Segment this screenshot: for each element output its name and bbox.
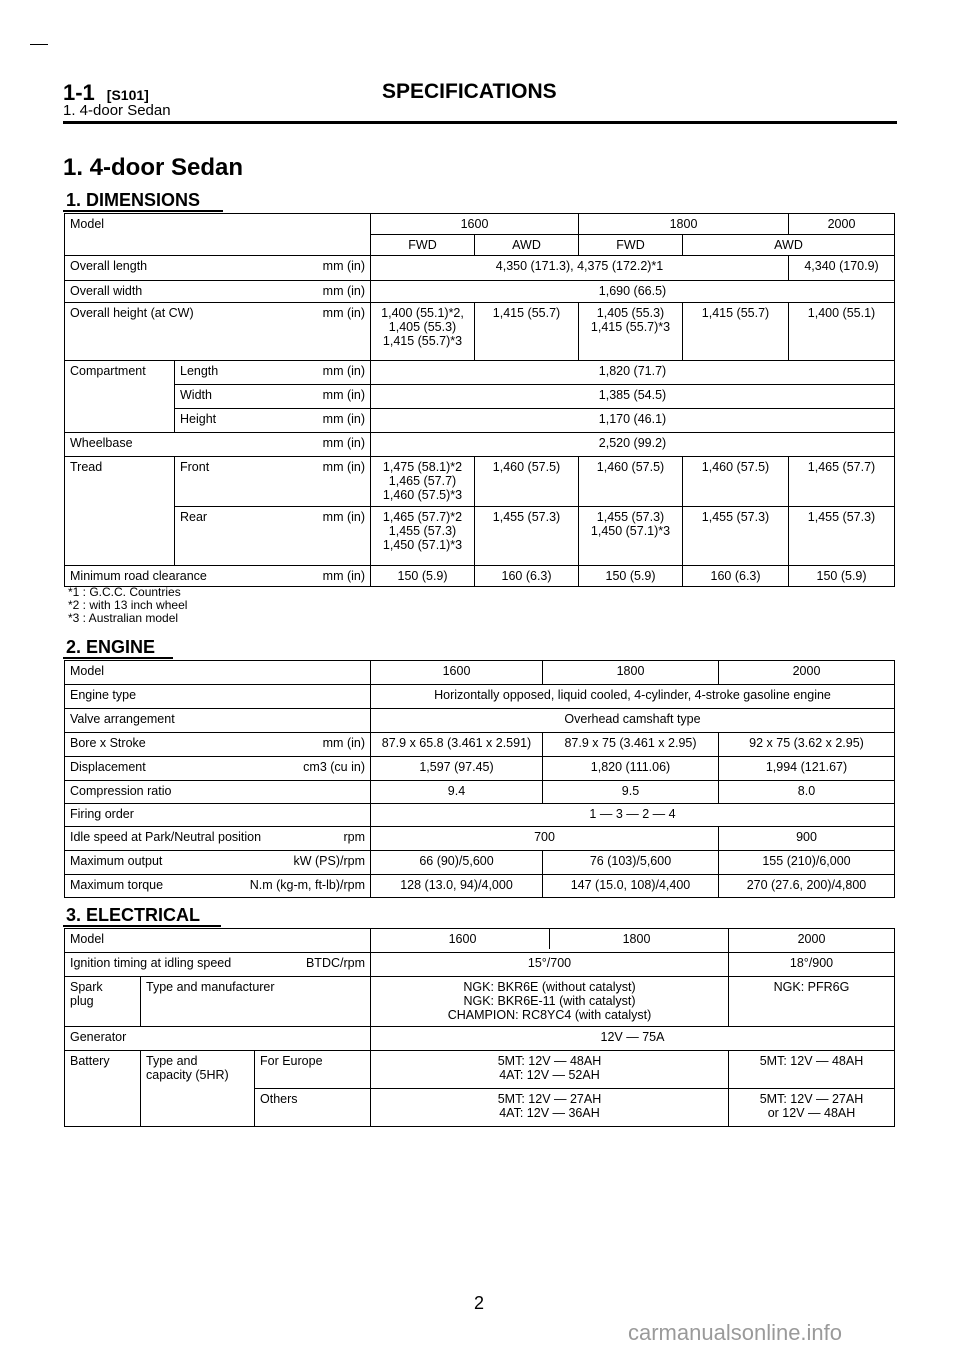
watermark: carmanualsonline.info	[628, 1320, 843, 1345]
elec-model-2000: 2000	[729, 929, 895, 953]
dimensions-heading: 1. DIMENSIONS	[66, 190, 201, 210]
compression-1800: 9.5	[543, 781, 719, 804]
eng-model-1800: 1800	[543, 661, 719, 685]
footnote-1: *1 : G.C.C. Countries	[68, 585, 181, 599]
overall-height-2: 1,415 (55.7)	[475, 303, 579, 361]
eng-model-label: Model	[65, 661, 371, 685]
footnote-2: *2 : with 13 inch wheel	[68, 598, 188, 612]
firing-order-label: Firing order	[65, 804, 371, 827]
displacement-1800: 1,820 (111.06)	[543, 757, 719, 781]
road-clearance-4: 160 (6.3)	[683, 566, 789, 587]
overall-height-4: 1,415 (55.7)	[683, 303, 789, 361]
generator-value: 12V — 75A	[371, 1027, 895, 1051]
spark-plug-2000: NGK: PFR6G	[729, 977, 895, 1027]
idle-speed-2000: 900	[719, 827, 895, 851]
tread-rear-3: 1,455 (57.3) 1,450 (57.1)*3	[579, 507, 683, 566]
eng-model-1600: 1600	[371, 661, 543, 685]
bore-stroke-1800: 87.9 x 75 (3.461 x 2.95)	[543, 733, 719, 757]
section-subtitle: 1. 4-door Sedan	[63, 102, 171, 119]
tread-rear-5: 1,455 (57.3)	[789, 507, 895, 566]
battery-europe-2000: 5MT: 12V — 48AH	[729, 1051, 895, 1089]
tread-front-1: 1,475 (58.1)*2 1,465 (57.7) 1,460 (57.5)*3	[371, 457, 475, 507]
dimension-footnotes	[68, 586, 187, 625]
engine-heading: 2. ENGINE	[66, 637, 156, 657]
spark-plug-value: NGK: BKR6E (without catalyst) NGK: BKR6E-11 (with catalyst) CHAMPION: RC8YC4 (with catalyst)	[371, 977, 729, 1027]
battery-others-2000: 5MT: 12V — 27AH or 12V — 48AH	[729, 1089, 895, 1127]
footnote-3: *3 : Australian model	[68, 611, 179, 625]
compartment-length-value: 1,820 (71.7)	[371, 361, 895, 385]
generator-label: Generator	[65, 1027, 371, 1051]
displacement-label: Displacement cm3 (cu in)	[65, 757, 371, 781]
wheelbase-label: Wheelbase mm (in)	[65, 433, 371, 457]
section-title: SPECIFICATIONS	[382, 80, 557, 103]
overall-length-label: Overall length mm (in)	[65, 256, 371, 281]
header-rule	[63, 121, 897, 124]
wheelbase-value: 2,520 (99.2)	[371, 433, 895, 457]
valve-label: Valve arrangement	[65, 709, 371, 733]
valve-value: Overhead camshaft type	[371, 709, 895, 733]
battery-others-value: 5MT: 12V — 27AH 4AT: 12V — 36AH	[371, 1089, 729, 1127]
elec-model-1800: 1800	[549, 929, 723, 949]
tread-rear-2: 1,455 (57.3)	[475, 507, 579, 566]
ignition-timing-label: Ignition timing at idling speed BTDC/rpm	[65, 953, 371, 977]
tread-rear-label: Rear mm (in)	[175, 507, 371, 566]
max-output-2000: 155 (210)/6,000	[719, 851, 895, 875]
spark-plug-sub-label: Type and manufacturer	[141, 977, 371, 1027]
road-clearance-5: 150 (5.9)	[789, 566, 895, 587]
engine-type-value: Horizontally opposed, liquid cooled, 4-cylinder, 4-stroke gasoline engine	[371, 685, 895, 709]
tread-rear-1: 1,465 (57.7)*2 1,455 (57.3) 1,450 (57.1)*3	[371, 507, 475, 566]
tread-label: Tread	[65, 457, 175, 566]
bore-stroke-label: Bore x Stroke mm (in)	[65, 733, 371, 757]
overall-height-5: 1,400 (55.1)	[789, 303, 895, 361]
overall-width-value: 1,690 (66.5)	[371, 281, 895, 303]
dim-model-label: Model	[65, 214, 371, 256]
dimensions-table	[64, 213, 895, 587]
max-torque-label: Maximum torque N.m (kg-m, ft-lb)/rpm	[65, 875, 371, 898]
section-code: 1-1 [S101]	[63, 80, 149, 105]
overall-height-label: Overall height (at CW) mm (in)	[65, 303, 371, 361]
compartment-length-label: Length mm (in)	[175, 361, 371, 385]
dim-drive-4: AWD	[683, 235, 895, 256]
compression-2000: 8.0	[719, 781, 895, 804]
road-clearance-3: 150 (5.9)	[579, 566, 683, 587]
dim-model-1800: 1800	[579, 214, 789, 235]
dim-model-1600: 1600	[371, 214, 579, 235]
compartment-width-value: 1,385 (54.5)	[371, 385, 895, 409]
displacement-2000: 1,994 (121.67)	[719, 757, 895, 781]
battery-sub-label: Type and capacity (5HR)	[141, 1051, 255, 1127]
compartment-height-value: 1,170 (46.1)	[371, 409, 895, 433]
max-output-label: Maximum output kW (PS)/rpm	[65, 851, 371, 875]
page-number: 2	[474, 1293, 485, 1313]
page-title: 1. 4-door Sedan	[63, 154, 244, 181]
max-output-1800: 76 (103)/5,600	[543, 851, 719, 875]
elec-model-1600: 1600	[448, 932, 477, 946]
compartment-height-label: Height mm (in)	[175, 409, 371, 433]
engine-rule	[63, 657, 173, 659]
spark-plug-label: Spark plug	[65, 977, 141, 1027]
electrical-table	[64, 928, 895, 1127]
corner-mark	[30, 44, 48, 45]
compression-1600: 9.4	[371, 781, 543, 804]
idle-speed-label: Idle speed at Park/Neutral position rpm	[65, 827, 371, 851]
tread-front-3: 1,460 (57.5)	[579, 457, 683, 507]
dim-model-2000: 2000	[789, 214, 895, 235]
electrical-heading: 3. ELECTRICAL	[66, 905, 201, 925]
dim-drive-1: FWD	[371, 235, 475, 256]
tread-front-5: 1,465 (57.7)	[789, 457, 895, 507]
road-clearance-label: Minimum road clearance mm (in)	[65, 566, 371, 587]
battery-europe-label: For Europe	[255, 1051, 371, 1089]
overall-height-3: 1,405 (55.3) 1,415 (55.7)*3	[579, 303, 683, 361]
idle-speed-value: 700	[371, 827, 719, 851]
compression-label: Compression ratio	[65, 781, 371, 804]
dim-drive-2: AWD	[475, 235, 579, 256]
displacement-1600: 1,597 (97.45)	[371, 757, 543, 781]
tread-front-4: 1,460 (57.5)	[683, 457, 789, 507]
max-output-1600: 66 (90)/5,600	[371, 851, 543, 875]
overall-length-value: 4,350 (171.3), 4,375 (172.2)*1	[371, 256, 789, 281]
road-clearance-2: 160 (6.3)	[475, 566, 579, 587]
ignition-timing-2000: 18°/900	[729, 953, 895, 977]
overall-height-1: 1,400 (55.1)*2, 1,405 (55.3) 1,415 (55.7)*3	[371, 303, 475, 361]
elec-model-1600-1800	[371, 929, 729, 953]
max-torque-1800: 147 (15.0, 108)/4,400	[543, 875, 719, 898]
dim-drive-3: FWD	[579, 235, 683, 256]
battery-europe-value: 5MT: 12V — 48AH 4AT: 12V — 52AH	[371, 1051, 729, 1089]
overall-length-value-2000: 4,340 (170.9)	[789, 256, 895, 281]
bore-stroke-1600: 87.9 x 65.8 (3.461 x 2.591)	[371, 733, 543, 757]
battery-label: Battery	[65, 1051, 141, 1127]
electrical-rule	[63, 925, 221, 927]
tread-front-2: 1,460 (57.5)	[475, 457, 579, 507]
tread-rear-4: 1,455 (57.3)	[683, 507, 789, 566]
compartment-label: Compartment	[65, 361, 175, 433]
overall-width-label: Overall width mm (in)	[65, 281, 371, 303]
eng-model-2000: 2000	[719, 661, 895, 685]
engine-table	[64, 660, 895, 898]
elec-model-label: Model	[65, 929, 371, 953]
engine-type-label: Engine type	[65, 685, 371, 709]
road-clearance-1: 150 (5.9)	[371, 566, 475, 587]
battery-others-label: Others	[255, 1089, 371, 1127]
max-torque-1600: 128 (13.0, 94)/4,000	[371, 875, 543, 898]
max-torque-2000: 270 (27.6, 200)/4,800	[719, 875, 895, 898]
ignition-timing-value: 15°/700	[371, 953, 729, 977]
tread-front-label: Front mm (in)	[175, 457, 371, 507]
firing-order-value: 1 — 3 — 2 — 4	[371, 804, 895, 827]
compartment-width-label: Width mm (in)	[175, 385, 371, 409]
bore-stroke-2000: 92 x 75 (3.62 x 2.95)	[719, 733, 895, 757]
dimensions-rule	[63, 210, 223, 212]
